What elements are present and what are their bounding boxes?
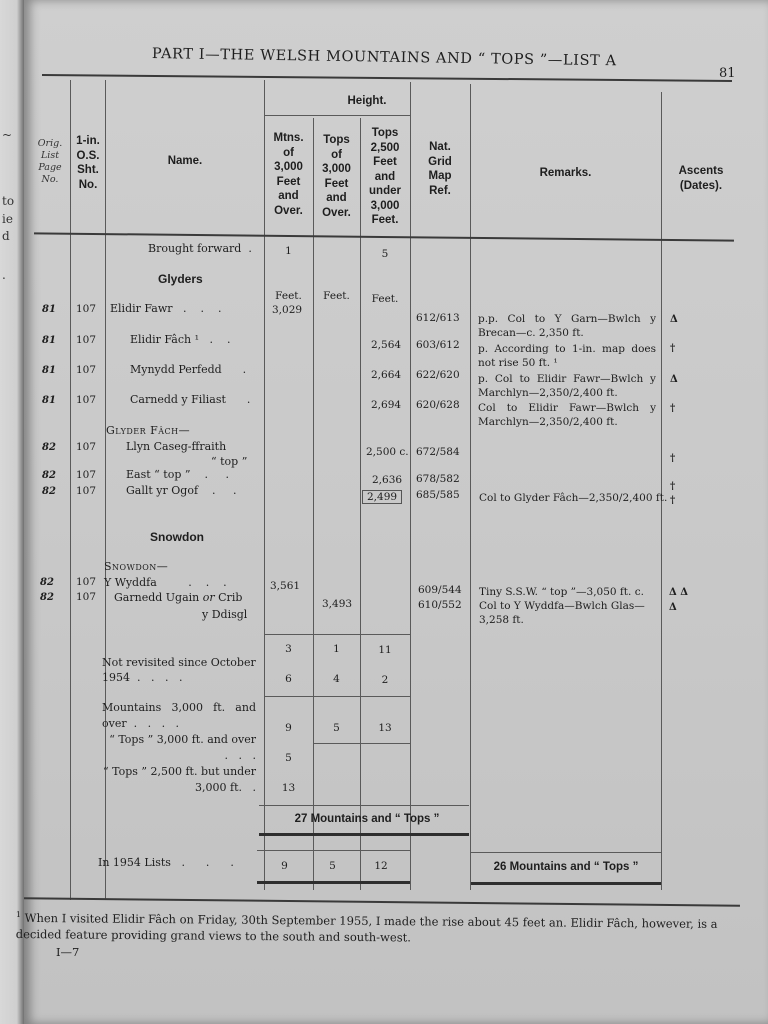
os-sheet: 107 bbox=[76, 469, 97, 481]
mountain-name: Y Wyddfa . . . bbox=[104, 576, 227, 589]
remarks: p. According to 1-in. map does not rise 50 ft. ¹ bbox=[478, 343, 656, 369]
height-tops2500-boxed: 2,499 bbox=[362, 490, 402, 504]
lists-1954-total-bottom-rule bbox=[471, 882, 661, 885]
totals-top-rule bbox=[265, 634, 410, 635]
footnote bbox=[16, 907, 736, 948]
header-grid-ref: Nat. Grid Map Ref. bbox=[428, 141, 452, 197]
orig-page: 82 bbox=[42, 486, 56, 497]
margin-fragment: ie bbox=[2, 212, 13, 226]
book-page bbox=[15, 0, 768, 1024]
height-tops2500: 2,694 bbox=[371, 399, 402, 411]
height-tops2500: 2,500 c. bbox=[366, 446, 409, 458]
ascent-cross-icon: † bbox=[670, 343, 676, 354]
os-sheet: 107 bbox=[76, 394, 97, 406]
height-mtns: 3,561 bbox=[270, 580, 301, 592]
header-remarks: Remarks. bbox=[539, 167, 592, 179]
orig-page: 81 bbox=[42, 395, 56, 406]
lists-1954-tops3000: 5 bbox=[329, 860, 336, 872]
height-tops2500: 2,564 bbox=[371, 339, 402, 351]
header-tops-3000: Tops of 3,000 Feet and Over. bbox=[322, 134, 351, 219]
grid-ref: 620/628 bbox=[416, 399, 460, 411]
page-total-tops3000: 1 bbox=[333, 643, 340, 655]
lists-1954-total-top-rule bbox=[471, 852, 661, 853]
remarks: Col to Y Wyddfa—Bwlch Glas—3,258 ft. bbox=[479, 600, 645, 626]
margin-fragment: . bbox=[2, 268, 6, 282]
page-number: 81 bbox=[719, 66, 736, 81]
mountain-name: East “ top ” . . bbox=[126, 468, 229, 481]
remarks: Tiny S.S.W. “ top ”—3,050 ft. c. bbox=[479, 586, 644, 598]
os-sheet: 107 bbox=[76, 364, 97, 376]
remarks: Col to Elidir Fawr—Bwlch y Marchlyn—2,350/2,400 ft. bbox=[478, 402, 656, 428]
orig-page: 82 bbox=[42, 470, 56, 481]
ascent-cross-icon: † bbox=[670, 495, 676, 506]
brought-forward-mtns: 1 bbox=[285, 245, 292, 257]
lists-1954-mtns: 9 bbox=[281, 860, 288, 872]
signature-mark: I—7 bbox=[56, 945, 80, 959]
grid-ref: 612/613 bbox=[416, 312, 460, 324]
lists-1954-tops2500: 12 bbox=[374, 860, 388, 872]
lists-1954-top-rule bbox=[257, 850, 410, 851]
grid-ref: 678/582 bbox=[416, 473, 460, 485]
summary-mountains-label: Mountains 3,000 ft. and over . . . . bbox=[102, 701, 256, 730]
page-total-tops2500: 11 bbox=[378, 644, 392, 656]
summary-labels bbox=[102, 700, 256, 796]
mountain-name: Elidir Fawr . . . bbox=[110, 302, 222, 315]
ascent-triangle-icon: Δ bbox=[669, 602, 677, 613]
brought-forward-label: Brought forward . bbox=[148, 242, 252, 255]
height-mtns: 3,029 bbox=[272, 304, 303, 316]
page-total-mtns: 3 bbox=[285, 643, 292, 655]
footnote-marker: 1 bbox=[15, 909, 22, 920]
margin-fragment: d bbox=[2, 229, 10, 243]
mountain-name: Mynydd Perfedd . bbox=[130, 363, 247, 376]
grand-total-top-rule bbox=[259, 805, 469, 806]
units-tops2500: Feet. bbox=[371, 293, 399, 305]
grand-total-bottom-rule bbox=[259, 833, 469, 836]
summary-tops2500-value: 13 bbox=[281, 782, 296, 794]
summary-tops2500-label: “ Tops ” 2,500 ft. but under 3,000 ft. . bbox=[102, 765, 256, 794]
column-divider bbox=[70, 80, 71, 900]
grand-total: 27 Mountains and “ Tops ” bbox=[294, 813, 440, 825]
not-revisited-rule bbox=[265, 696, 410, 697]
column-divider bbox=[470, 84, 471, 890]
section-title-glyders: Glyders bbox=[158, 272, 203, 286]
os-sheet: 107 bbox=[76, 441, 97, 453]
orig-page: 81 bbox=[42, 365, 56, 376]
header-mtns-3000: Mtns. of 3,000 Feet and Over. bbox=[273, 132, 304, 217]
brought-forward-tops2500: 5 bbox=[381, 248, 389, 260]
mountain-name-cont: “ top ” bbox=[211, 455, 248, 468]
grid-ref: 685/585 bbox=[416, 489, 460, 501]
remarks: Col to Glyder Fâch—2,350/2,400 ft. bbox=[479, 492, 668, 504]
mountain-name: Gallt yr Ogof . . bbox=[126, 484, 237, 497]
grid-ref: 603/612 bbox=[416, 339, 460, 351]
header-height-group: Height. bbox=[347, 95, 387, 107]
previous-page-edge bbox=[0, 0, 24, 1024]
header-ascents: Ascents (Dates). bbox=[678, 165, 724, 192]
units-tops3000: Feet. bbox=[323, 290, 350, 302]
margin-fragment: to bbox=[2, 194, 15, 208]
os-sheet: 107 bbox=[76, 591, 97, 603]
ascent-triangle-icon: Δ bbox=[670, 314, 678, 325]
os-sheet: 107 bbox=[76, 576, 97, 588]
lists-1954-bottom-rule bbox=[257, 881, 410, 884]
height-tops3000: 3,493 bbox=[322, 598, 353, 610]
height-group-rule bbox=[265, 115, 410, 116]
os-sheet: 107 bbox=[76, 303, 97, 315]
height-tops2500: 2,664 bbox=[371, 369, 402, 381]
column-divider bbox=[360, 118, 361, 890]
header-name: Name. bbox=[167, 155, 203, 167]
margin-fragment: ~ bbox=[2, 128, 13, 142]
os-sheet: 107 bbox=[76, 334, 97, 346]
summary-tops3000-label: “ Tops ” 3,000 ft. and over . . . bbox=[109, 733, 256, 762]
orig-page: 82 bbox=[40, 592, 54, 603]
header-bottom-rule bbox=[34, 232, 734, 241]
not-revisited-label: Not revisited since October 1954 . . . . bbox=[102, 656, 256, 684]
top-rule bbox=[42, 74, 732, 82]
mountain-name: Elidir Fâch ¹ . . bbox=[130, 333, 231, 346]
column-divider bbox=[410, 82, 411, 890]
height-tops2500: 2,636 bbox=[372, 474, 403, 486]
mountain-name: Garnedd Ugain or Crib bbox=[114, 591, 243, 604]
subgroup-glyder-fach: Glyder Fâch— bbox=[106, 424, 191, 437]
ascent-triangles-icon: Δ Δ bbox=[669, 587, 688, 598]
section-title-snowdon: Snowdon bbox=[150, 530, 204, 544]
not-revisited-tops2500: 2 bbox=[381, 674, 389, 686]
grid-ref: 622/620 bbox=[416, 369, 460, 381]
ascent-cross-icon: † bbox=[670, 403, 676, 414]
subgroup-snowdon: Snowdon— bbox=[104, 560, 169, 573]
ascent-triangle-icon: Δ bbox=[670, 374, 678, 385]
os-sheet: 107 bbox=[76, 485, 97, 497]
mountain-name: Carnedd y Filiast . bbox=[130, 393, 251, 406]
ascent-cross-icon: † bbox=[670, 453, 676, 464]
orig-page: 82 bbox=[40, 577, 54, 588]
remarks: p.p. Col to Y Garn—Bwlch y Brecan—c. 2,350 ft. bbox=[478, 313, 656, 339]
page-title: PART I—THE WELSH MOUNTAINS AND “ TOPS ”—LIST A bbox=[151, 46, 617, 70]
summary-tops3000-cell: 5 bbox=[333, 722, 340, 734]
orig-page: 82 bbox=[42, 442, 56, 453]
units-mtns: Feet. bbox=[275, 290, 302, 302]
lists-1954-total: 26 Mountains and “ Tops ” bbox=[493, 861, 639, 873]
header-tops-2500: Tops 2,500 Feet and under 3,000 Feet. bbox=[369, 127, 401, 226]
summary-rule bbox=[314, 743, 410, 744]
not-revisited-mtns: 6 bbox=[285, 673, 292, 685]
header-orig-list-page: Orig. List Page No. bbox=[37, 138, 63, 185]
orig-page: 81 bbox=[42, 304, 56, 315]
summary-mountains-value: 9 bbox=[285, 722, 292, 734]
column-divider bbox=[313, 118, 314, 890]
summary-tops3000-value: 5 bbox=[285, 752, 292, 764]
grid-ref: 672/584 bbox=[416, 446, 460, 458]
remarks: p. Col to Elidir Fawr—Bwlch y Marchlyn—2,350/2,400 ft. bbox=[478, 373, 656, 399]
orig-page: 81 bbox=[42, 335, 56, 346]
not-revisited-tops3000: 4 bbox=[333, 673, 340, 685]
mountain-name-cont: y Ddisgl bbox=[202, 608, 248, 621]
lists-1954-label: In 1954 Lists . . . bbox=[98, 856, 234, 869]
summary-tops2500-cell: 13 bbox=[378, 722, 392, 734]
grid-ref: 609/544 bbox=[418, 584, 462, 596]
footnote-rule bbox=[24, 897, 740, 906]
ascent-cross-icon: † bbox=[670, 481, 676, 492]
header-os-sheet: 1-in. O.S. Sht. No. bbox=[76, 135, 100, 191]
footnote-text: When I visited Elidir Fâch on Friday, 30th September 1955, I made the rise about 45 feet an. Elidir Fâch, however, is a decided feature providing grand views to the south and south-west. bbox=[15, 910, 718, 945]
mountain-name: Llyn Caseg-ffraith bbox=[126, 440, 227, 453]
grid-ref: 610/552 bbox=[418, 599, 462, 611]
